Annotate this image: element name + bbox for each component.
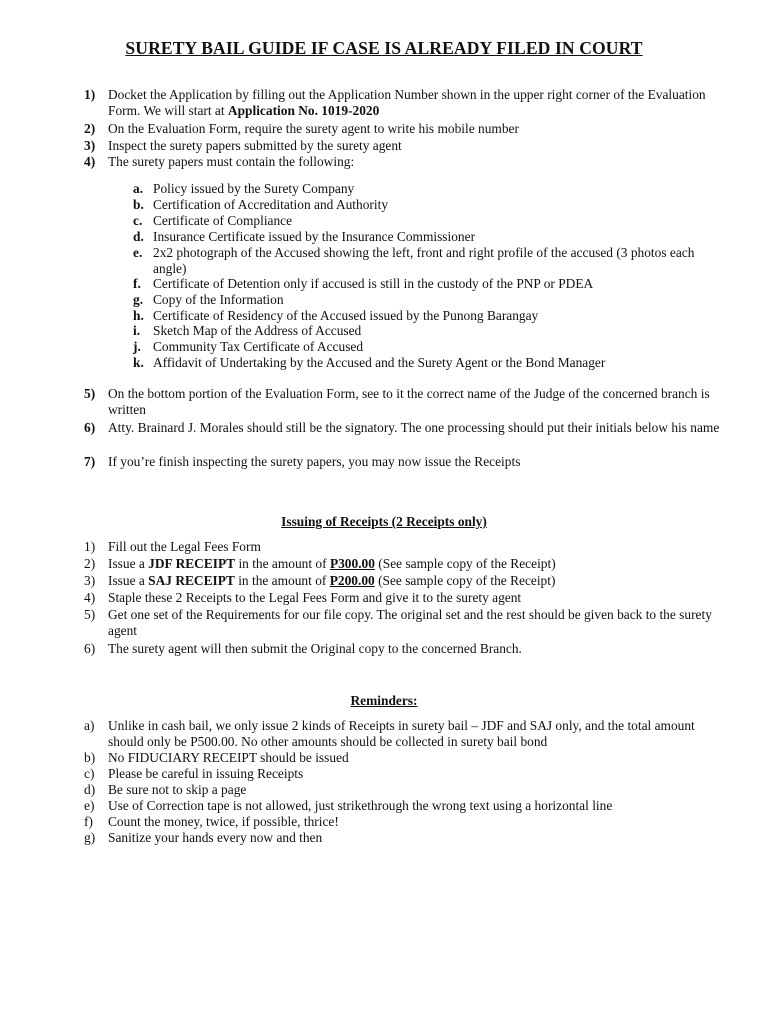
receipt-step-number: 3) [84, 573, 96, 588]
step-number: 3) [84, 138, 96, 153]
reminder-text: Please be careful in issuing Receipts [108, 766, 304, 781]
paper-letter: a. [133, 181, 144, 196]
paper-letter: e. [133, 245, 143, 260]
receipt-step-text: Get one set of the Requirements for our file copy. The original set and the rest should be given back to the surety agent [108, 607, 712, 638]
step-text: On the Evaluation Form, require the surety agent to write his mobile number [108, 121, 519, 136]
paper-text: Certificate of Residency of the Accused issued by the Punong Barangay [153, 308, 539, 323]
receipt-step-text: The surety agent will then submit the Original copy to the concerned Branch. [108, 641, 522, 656]
receipt-step-text: Staple these 2 Receipts to the Legal Fees Form and give it to the surety agent [108, 590, 522, 605]
reminder-text: Be sure not to skip a page [108, 782, 247, 797]
step-text: Atty. Brainard J. Morales should still be the signatory. The one processing should put their initials below his name [108, 420, 720, 435]
receipts-heading: Issuing of Receipts (2 Receipts only) [281, 514, 487, 529]
paper-letter: g. [133, 292, 144, 307]
receipt-amount: P300.00 [329, 556, 375, 571]
step-text: If you’re finish inspecting the surety papers, you may now issue the Receipts [108, 454, 521, 469]
receipt-step-number: 6) [84, 641, 96, 656]
step-text: On the bottom portion of the Evaluation Form, see to it the correct name of the Judge of the concerned branch is written [108, 386, 710, 417]
paper-text: Certificate of Compliance [153, 213, 293, 228]
reminder-letter: f) [84, 814, 93, 829]
paper-letter: b. [133, 197, 144, 212]
step-number: 4) [84, 154, 96, 169]
step-number: 7) [84, 454, 96, 469]
reminder-text: Unlike in cash bail, we only issue 2 kinds of Receipts in surety bail – JDF and SAJ only, and the total amount should only be P500.00. No other amounts should be collected in surety bail bond [108, 718, 695, 749]
receipt-step-number: 5) [84, 607, 96, 622]
reminder-letter: b) [84, 750, 96, 765]
paper-letter: f. [133, 276, 141, 291]
receipt-text-part: Issue a [108, 573, 149, 588]
paper-text: Copy of the Information [153, 292, 284, 307]
paper-letter: c. [133, 213, 143, 228]
receipt-step-text [108, 573, 723, 589]
receipt-step-number: 1) [84, 539, 96, 554]
paper-letter: d. [133, 229, 144, 244]
step-text: The surety papers must contain the following: [108, 154, 355, 169]
step-text [108, 87, 723, 119]
reminder-letter: e) [84, 798, 95, 813]
reminder-text: Count the money, twice, if possible, thrice! [108, 814, 339, 829]
reminder-letter: d) [84, 782, 96, 797]
paper-text: Community Tax Certificate of Accused [153, 339, 364, 354]
paper-letter: h. [133, 308, 144, 323]
receipt-text-part: in the amount of [235, 556, 330, 571]
reminder-letter: g) [84, 830, 96, 845]
reminders-heading: Reminders: [350, 693, 418, 708]
step-text: Inspect the surety papers submitted by the surety agent [108, 138, 402, 153]
receipt-step-text [108, 556, 723, 572]
paper-letter: i. [133, 323, 141, 338]
receipt-step-text: Fill out the Legal Fees Form [108, 539, 261, 554]
receipt-amount: P200.00 [329, 573, 375, 588]
paper-text: Certificate of Detention only if accused is still in the custody of the PNP or PDEA [153, 276, 594, 291]
step-number: 2) [84, 121, 96, 136]
paper-text: 2x2 photograph of the Accused showing the left, front and right profile of the accused (3 photos each angle) [153, 245, 695, 276]
paper-text: Policy issued by the Surety Company [153, 181, 355, 196]
receipt-type: SAJ RECEIPT [148, 573, 235, 588]
paper-letter: k. [133, 355, 144, 370]
paper-text: Insurance Certificate issued by the Insurance Commissioner [153, 229, 476, 244]
receipt-text-part: in the amount of [234, 573, 330, 588]
step-text-part: Docket the Application by filling out the Application Number shown in the upper right corner of the Evaluation Form. We will start at [108, 87, 706, 118]
receipt-text-part: Issue a [108, 556, 149, 571]
paper-text: Sketch Map of the Address of Accused [153, 323, 362, 338]
reminder-letter: c) [84, 766, 95, 781]
reminder-text: Sanitize your hands every now and then [108, 830, 323, 845]
paper-text: Affidavit of Undertaking by the Accused and the Surety Agent or the Bond Manager [153, 355, 606, 370]
reminder-text: Use of Correction tape is not allowed, just strikethrough the wrong text using a horizontal line [108, 798, 613, 813]
receipt-text-part: (See sample copy of the Receipt) [374, 573, 556, 588]
receipt-step-number: 2) [84, 556, 96, 571]
receipt-type: JDF RECEIPT [148, 556, 236, 571]
step-number: 1) [84, 87, 96, 102]
step-number: 5) [84, 386, 96, 401]
receipt-text-part: (See sample copy of the Receipt) [374, 556, 556, 571]
reminder-text: No FIDUCIARY RECEIPT should be issued [108, 750, 349, 765]
document-title: SURETY BAIL GUIDE IF CASE IS ALREADY FILED IN COURT [125, 38, 643, 58]
paper-text: Certification of Accreditation and Authority [153, 197, 389, 212]
application-number: Application No. 1019-2020 [227, 103, 380, 118]
step-number: 6) [84, 420, 96, 435]
paper-letter: j. [133, 339, 141, 354]
receipt-step-number: 4) [84, 590, 96, 605]
reminder-letter: a) [84, 718, 95, 733]
